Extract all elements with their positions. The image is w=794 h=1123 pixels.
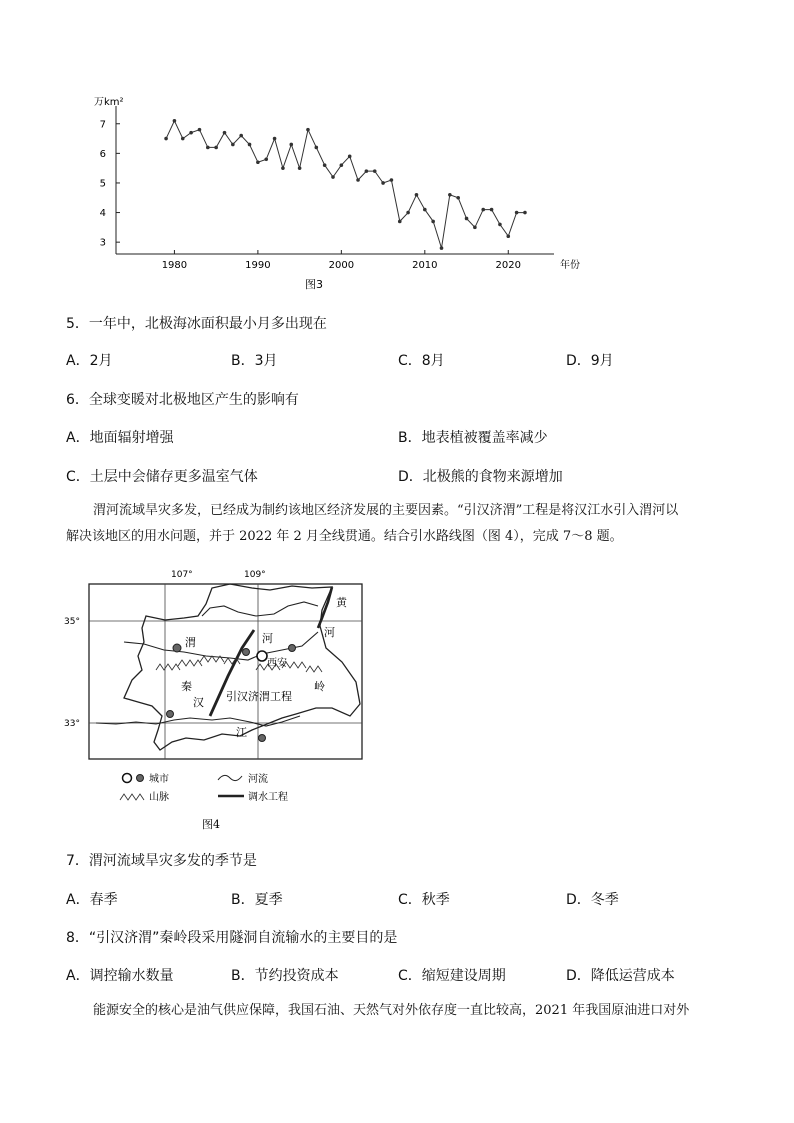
legend-city-label: 城市 [149,774,169,785]
q5-option-b: B．3月 [231,353,278,369]
data-point [206,146,210,150]
data-point [281,166,285,170]
data-point [473,226,477,230]
legend-river-icon [218,775,242,780]
data-point [164,137,168,141]
label-ling: 岭 [314,680,325,693]
question-8-stem: 8．“引汉济渭”秦岭段采用隧洞自流输水的主要目的是 [66,930,398,946]
chart-series [164,119,526,250]
legend-mountain-icon [120,794,144,800]
data-point [173,119,177,123]
q6-option-d: D．北极熊的食物来源增加 [398,469,563,485]
data-point [431,220,435,224]
legend-city-filled-icon [137,775,144,782]
question-5-stem: 5．一年中，北极海冰面积最小月多出现在 [66,316,327,332]
label-he-mid: 河 [262,632,273,645]
label-han: 汉 [193,696,204,709]
label-project: 引汉济渭工程 [226,690,292,703]
data-point [231,143,235,147]
legend-diversion-label: 调水工程 [248,792,288,803]
data-point [390,178,394,182]
data-point [315,146,319,150]
han-river [96,716,300,726]
y-tick-label: 7 [99,119,106,131]
x-tick-label: 1980 [161,260,188,271]
map-legend [120,772,288,803]
data-point [398,220,402,224]
y-tick-label: 5 [99,178,106,190]
label-jiang: 江 [236,726,247,739]
map-grid [89,584,362,759]
q5-option-a: A．2月 [66,353,113,369]
q7-option-c: C．秋季 [398,892,450,908]
passage-1-line-2: 解决该地区的用水问题，并于 2022 年 2 月全线贯通。结合引水路线图（图 4），完成 7～8 题。 [66,529,623,544]
lat-label-35: 35° [64,617,80,627]
q7-option-b: B．夏季 [231,892,283,908]
question-6-stem: 6．全球变暖对北极地区产生的影响有 [66,392,299,408]
q7-option-d: D．冬季 [566,892,619,908]
figure-caption: 图3 [305,278,323,291]
city-marker [167,711,174,718]
label-wei: 渭 [185,636,196,649]
data-point [298,166,302,170]
q6-option-a: A．地面辐射增强 [66,430,174,446]
q8-option-a: A．调控输水数量 [66,968,174,984]
data-point [198,128,202,132]
y-tick-label: 6 [99,148,106,160]
passage-2-line-1: 能源安全的核心是油气供应保障，我国石油、天然气对外依存度一直比较高，2021 年我国原油进口对外 [93,1003,690,1018]
legend-river-label: 河流 [248,774,268,785]
data-point [306,128,310,132]
chart-ticks [100,119,521,271]
legend-mountain-label: 山脉 [149,792,169,803]
x-tick-label: 2010 [412,260,438,271]
data-point [490,208,494,212]
data-point [448,193,452,197]
data-point [523,211,527,215]
data-point [423,208,427,212]
q6-option-b: B．地表植被覆盖率减少 [398,430,548,446]
data-point [406,211,410,215]
data-point [189,131,193,135]
y-tick-label: 3 [99,237,106,249]
question-7-stem: 7．渭河流域旱灾多发的季节是 [66,853,257,869]
data-point [248,143,252,147]
data-point [481,208,485,212]
data-point [223,131,227,135]
x-tick-label: 2020 [495,260,521,271]
yellow-river [318,587,332,628]
lon-label-107: 107° [171,570,193,580]
data-point [323,163,327,167]
map-caption: 图4 [202,818,220,831]
city-marker [243,649,250,656]
label-huang: 黄 [336,596,347,609]
data-point [373,169,377,173]
data-point [340,163,344,167]
series-line [166,121,525,248]
data-point [264,157,268,161]
q5-option-d: D．9月 [566,353,614,369]
q8-option-c: C．缩短建设周期 [398,968,506,984]
legend-city-open-icon [123,774,132,783]
data-point [331,175,335,179]
q8-option-d: D．降低运营成本 [566,968,675,984]
data-point [415,193,419,197]
x-tick-label: 1990 [245,260,271,271]
data-point [365,169,369,173]
data-point [181,137,185,141]
data-point [273,137,277,141]
diversion-project-line [210,630,254,716]
capital-city-xian [257,651,267,661]
data-point [465,217,469,221]
x-axis-label: 年份 [560,260,580,271]
y-tick-label: 4 [99,208,106,220]
q8-option-b: B．节约投资成本 [231,968,339,984]
data-point [506,234,510,238]
data-point [356,178,360,182]
data-point [381,181,385,185]
label-qin: 秦 [181,680,192,693]
inner-boundary [202,602,318,616]
city-marker [289,645,296,652]
lat-label-33: 33° [64,719,80,729]
data-point [348,155,352,159]
data-point [456,196,460,200]
x-tick-label: 2000 [328,260,355,271]
data-point [256,160,260,164]
diversion-map [60,566,380,836]
data-point [440,246,444,250]
data-point [239,134,243,138]
q5-option-c: C．8月 [398,353,445,369]
label-he-right: 河 [324,626,335,639]
sea-ice-chart [60,92,600,292]
q7-option-a: A．春季 [66,892,118,908]
data-point [289,143,293,147]
data-point [498,223,502,227]
q6-option-c: C．土层中会储存更多温室气体 [66,469,258,485]
lon-label-109: 109° [244,570,266,580]
map-frame [89,584,362,759]
passage-1-line-1: 渭河流域旱灾多发，已经成为制约该地区经济发展的主要因素。“引汉济渭”工程是将汉江水引入渭河以 [93,503,679,518]
data-point [214,146,218,150]
qinling-mountains [156,656,322,672]
data-point [515,211,519,215]
chart-axes [116,106,554,254]
label-xian: 西安 [267,658,287,669]
city-marker [259,735,266,742]
city-marker [173,644,181,652]
y-axis-label: 万km² [94,97,124,108]
